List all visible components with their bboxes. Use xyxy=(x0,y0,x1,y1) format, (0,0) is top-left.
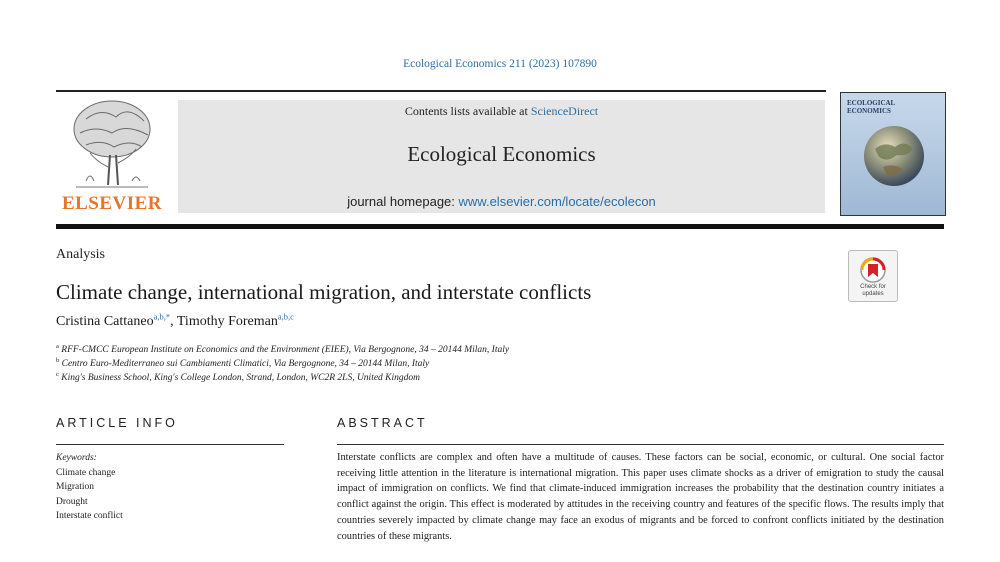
abstract-heading: ABSTRACT xyxy=(337,416,428,430)
homepage-line xyxy=(178,194,825,209)
affiliation-text: Centro Euro-Mediterraneo sui Cambiamenti Climatici, Via Bergognone, 34 – 20144 Milan, Italy xyxy=(61,359,430,370)
affiliation-a xyxy=(56,343,509,355)
author-separator: , xyxy=(170,314,177,329)
keyword-item: Drought xyxy=(56,496,88,507)
homepage-prefix: journal homepage: xyxy=(347,194,459,209)
cover-title-line2: ECONOMICS xyxy=(847,107,891,115)
affiliation-b xyxy=(56,357,429,369)
cover-globe-image xyxy=(861,123,927,189)
author-name[interactable]: Timothy Foreman xyxy=(176,314,278,329)
affiliation-text: RFF-CMCC European Institute on Economics and the Environment (EIEE), Via Bergognone, 34 – 20144 Milan, Italy xyxy=(61,345,510,356)
journal-homepage-link[interactable]: www.elsevier.com/locate/ecolecon xyxy=(458,194,656,209)
keywords-block xyxy=(56,451,123,524)
keywords-label: Keywords: xyxy=(56,453,97,463)
keyword-item: Climate change xyxy=(56,467,116,478)
contents-prefix: Contents lists available at xyxy=(404,104,531,118)
title-separator-rule xyxy=(56,224,944,229)
affiliation-c xyxy=(56,371,420,383)
check-for-updates-label: Check for updates xyxy=(860,284,886,297)
check-for-updates-icon xyxy=(858,255,888,285)
journal-banner xyxy=(178,100,825,213)
journal-citation[interactable]: Ecological Economics 211 (2023) 107890 xyxy=(403,58,597,70)
author-affiliation-marks[interactable]: a,b,c xyxy=(277,311,294,322)
article-section-label: Analysis xyxy=(56,247,105,262)
check-for-updates-button[interactable] xyxy=(848,250,898,302)
affiliation-mark: c xyxy=(56,371,59,378)
elsevier-wordmark: ELSEVIER xyxy=(61,193,163,214)
keyword-item: Migration xyxy=(56,482,94,492)
header-rule xyxy=(56,90,826,92)
affiliation-text: King's Business School, King's College London, Strand, London, WC2R 2LS, United Kingdom xyxy=(61,373,421,384)
journal-title: Ecological Economics xyxy=(407,142,596,166)
contents-line xyxy=(178,104,825,119)
author-affiliation-marks[interactable]: a,b,* xyxy=(153,311,171,322)
cover-title-line1: ECOLOGICAL xyxy=(847,99,896,107)
author-list xyxy=(56,311,294,330)
journal-cover-thumbnail[interactable] xyxy=(840,92,946,216)
abstract-text: Interstate conflicts are complex and often have a multitude of causes. These factors can be social, economic, or cultural. One social factor receiving little attention in the literature is international migration. This paper uses climate shocks as a driver of emigration to study the causal impact of immigration on conflicts. We find that climate-induced immigration increases the probability that the destination country initiates a conflict against the origin. This effect is moderated by attitudes in the receiving country and features of the specific flows. The results imply that countries severely impacted by climate change may face an exodus of migrants and be forced to confront conflicts initiated by the destination countries of these migrants. xyxy=(337,452,944,542)
affiliation-mark: b xyxy=(56,357,60,364)
keyword-item: Interstate conflict xyxy=(56,511,123,521)
article-info-heading: ARTICLE INFO xyxy=(56,416,178,430)
sciencedirect-link[interactable]: ScienceDirect xyxy=(530,104,599,118)
article-info-rule xyxy=(56,444,284,445)
affiliation-mark: a xyxy=(56,343,59,350)
article-title: Climate change, international migration, and interstate conflicts xyxy=(56,280,592,304)
author-name[interactable]: Cristina Cattaneo xyxy=(56,314,154,329)
abstract-rule xyxy=(337,444,944,445)
cover-title xyxy=(847,99,895,115)
